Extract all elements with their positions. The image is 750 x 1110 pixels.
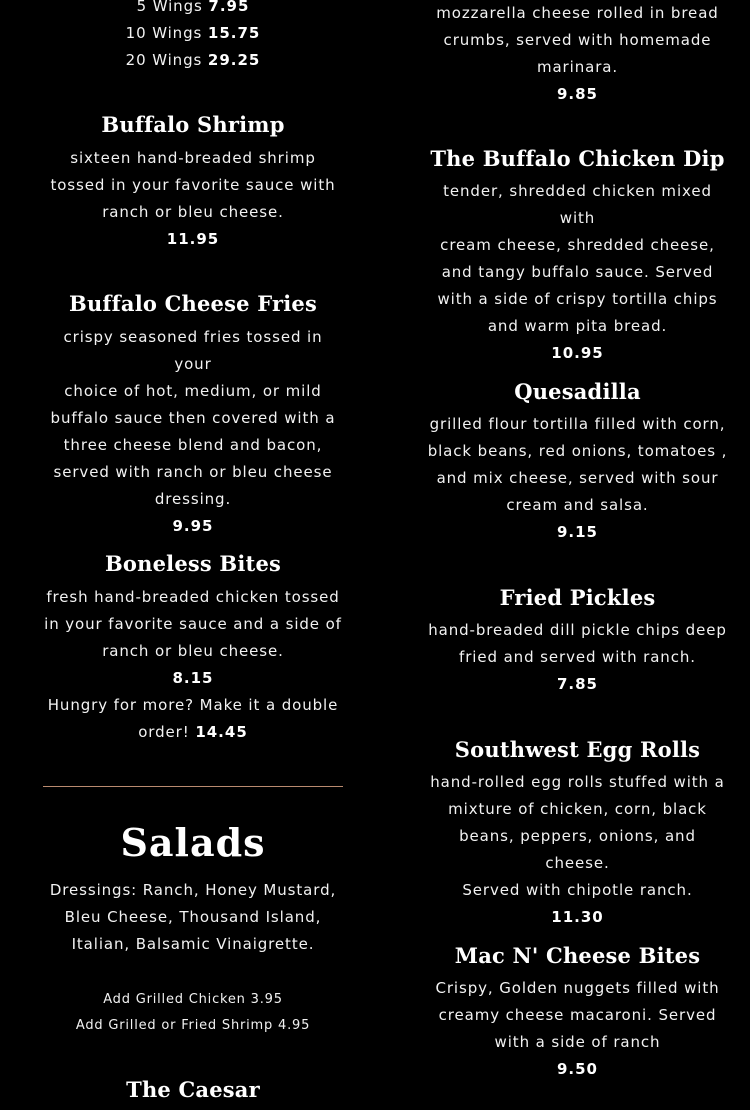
item-title: Buffalo Cheese Fries xyxy=(69,291,317,316)
wings-option: 10 Wings 15.75 xyxy=(125,24,261,42)
menu-item-mac-n-cheese-bites xyxy=(426,943,729,1083)
item-price: 11.30 xyxy=(551,908,604,926)
menu-item-mozzarella-partial xyxy=(426,0,729,108)
item-price: 9.95 xyxy=(172,517,214,535)
item-title: Boneless Bites xyxy=(104,551,282,576)
item-price: 10.95 xyxy=(551,344,604,362)
wings-option: 20 Wings 29.25 xyxy=(125,51,261,69)
item-description: tender, shredded chicken mixed with cream cheese, shredded cheese, and tangy buffalo sauce. Served with a side of crispy tortilla chips and warm pita bread. xyxy=(437,182,718,335)
item-title: Fried Pickles xyxy=(499,585,656,610)
menu-item-the-caesar xyxy=(43,1077,343,1103)
item-price: 9.85 xyxy=(556,85,598,103)
menu-item-buffalo-chicken-dip xyxy=(426,146,729,367)
salad-dressings-note: Dressings: Ranch, Honey Mustard, Bleu Cheese, Thousand Island, Italian, Balsamic Vinaigrette. xyxy=(49,881,337,953)
item-description: mozzarella cheese rolled in bread crumbs, served with homemade marinara. xyxy=(436,4,719,76)
item-description: hand-breaded dill pickle chips deep fried and served with ranch. xyxy=(428,621,727,666)
addon-line: Add Grilled Chicken 3.95 xyxy=(103,992,283,1007)
wings-option: 5 Wings 7.95 xyxy=(136,0,250,15)
item-description: sixteen hand-breaded shrimp tossed in your favorite sauce with ranch or bleu cheese. xyxy=(50,149,336,221)
item-description: grilled flour tortilla filled with corn, black beans, red onions, tomatoes , and mix cheese, served with sour cream and salsa. xyxy=(427,415,728,514)
item-price: 11.95 xyxy=(166,230,220,248)
item-title: Buffalo Shrimp xyxy=(101,112,285,137)
menu-item-boneless-bites xyxy=(43,551,343,746)
menu-item-buffalo-cheese-fries xyxy=(43,291,343,540)
item-description: fresh hand-breaded chicken tossed in your favorite sauce and a side of ranch or bleu cheese. xyxy=(44,588,342,660)
item-title: Quesadilla xyxy=(514,379,641,404)
menu-item-fried-pickles xyxy=(426,585,729,698)
item-title: The Caesar xyxy=(126,1077,260,1102)
item-price: 9.15 xyxy=(556,523,598,541)
item-price: 9.50 xyxy=(556,1060,598,1078)
section-title-salads: Salads xyxy=(120,820,266,865)
section-divider xyxy=(43,786,343,787)
double-order-note: Hungry for more? Make it a double order! 14.45 xyxy=(47,696,339,741)
item-price: 8.15 xyxy=(172,669,214,687)
menu-item-southwest-egg-rolls xyxy=(426,737,729,931)
item-description: hand-rolled egg rolls stuffed with a mixture of chicken, corn, black beans, peppers, onions, and cheese. Served with chipotle ranch. xyxy=(430,773,725,899)
item-description: crispy seasoned fries tossed in your choice of hot, medium, or mild buffalo sauce then covered with a three cheese blend and bacon, served with ranch or bleu cheese dressing. xyxy=(50,328,336,508)
menu-item-buffalo-shrimp xyxy=(43,112,343,253)
item-title: Southwest Egg Rolls xyxy=(454,737,701,762)
salad-addons xyxy=(43,987,343,1039)
menu-item-quesadilla xyxy=(426,379,729,546)
item-price: 7.85 xyxy=(556,675,598,693)
item-title: Mac N' Cheese Bites xyxy=(454,943,701,968)
item-title: The Buffalo Chicken Dip xyxy=(430,146,725,171)
wings-price-list xyxy=(43,0,343,74)
item-description: Crispy, Golden nuggets filled with creamy cheese macaroni. Served with a side of ranch xyxy=(435,979,720,1051)
addon-line: Add Grilled or Fried Shrimp 4.95 xyxy=(75,1018,311,1033)
